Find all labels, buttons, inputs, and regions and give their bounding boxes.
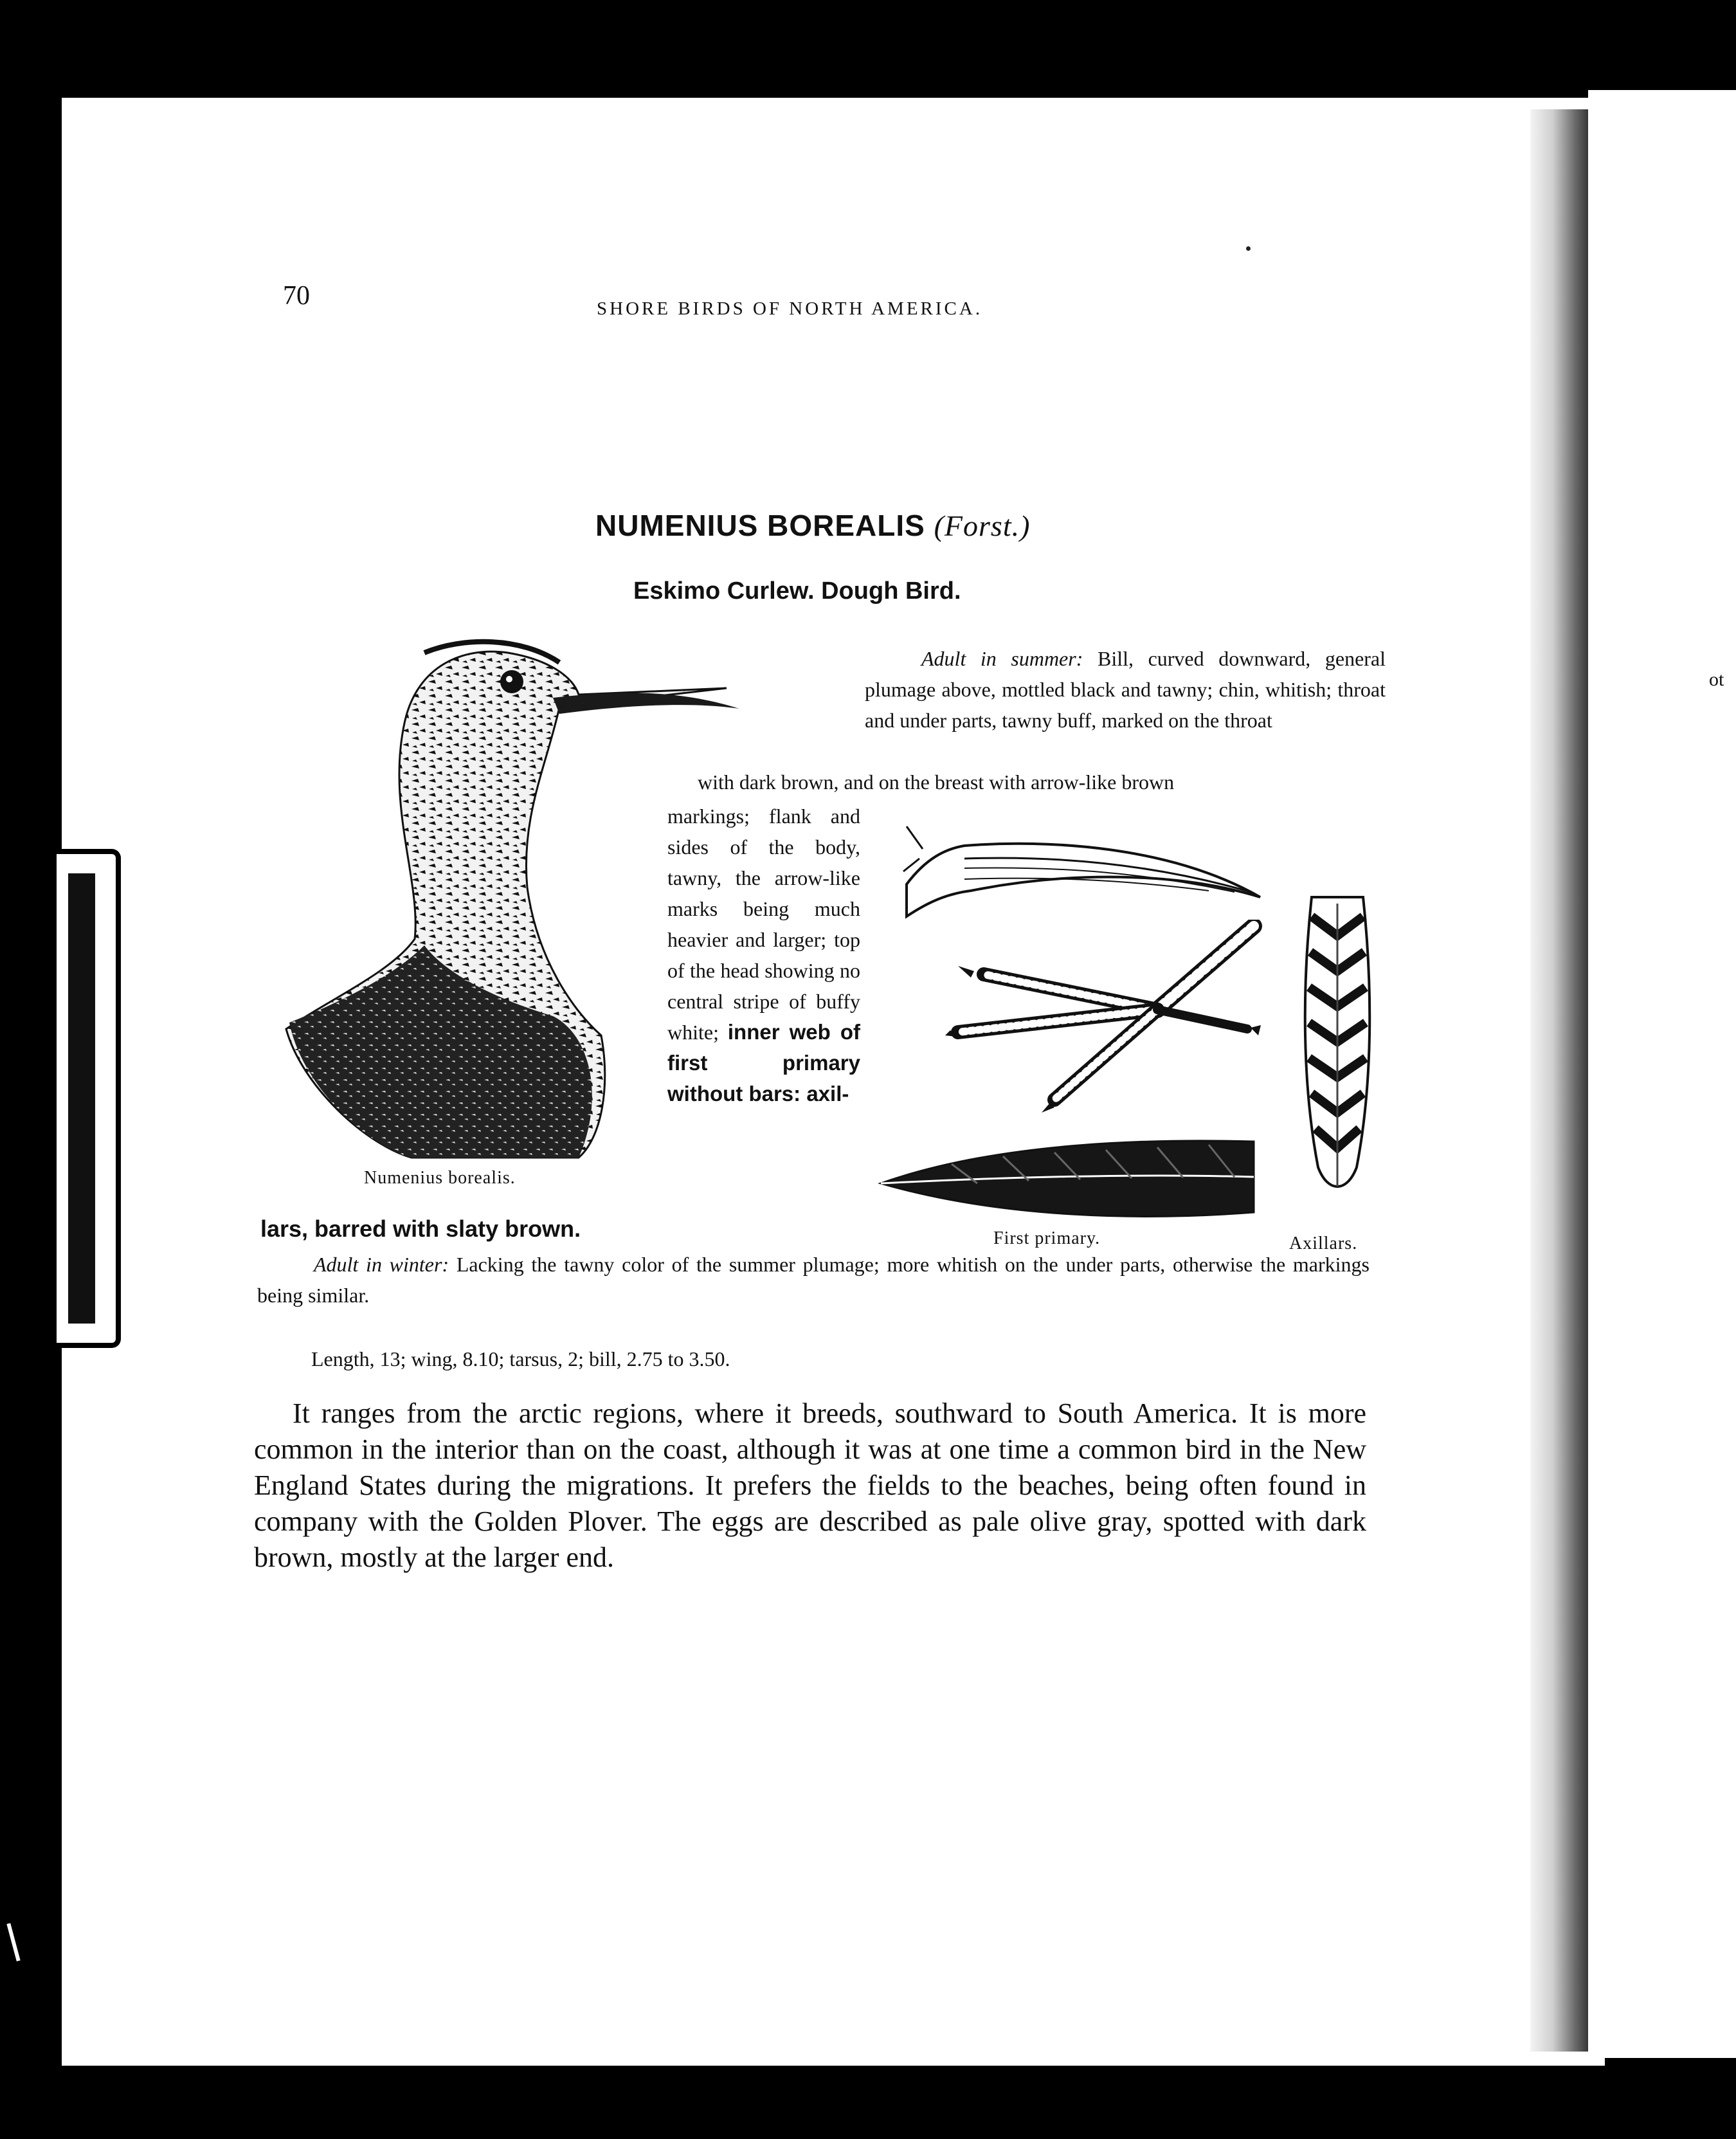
caption-head: Numenius borealis.	[364, 1168, 516, 1188]
edge-mark	[6, 1923, 20, 1962]
summer-description-wide: with dark brown, and on the breast with arrow-like brown	[698, 770, 1175, 794]
book-spine	[1530, 109, 1595, 2052]
primary-feather-illustration	[874, 1138, 1260, 1228]
facing-page	[1588, 90, 1736, 2058]
species-title	[595, 508, 1030, 543]
species-latin: NUMENIUS BOREALIS	[595, 509, 925, 542]
range-paragraph	[254, 1396, 1366, 1576]
summer-description-end: lars, barred with slaty brown.	[260, 1215, 581, 1242]
range-text: It ranges from the arctic regions, where it breeds, southward to South America. It is more common in the interior than on the coast, although it was at one time a common bird in the New England States during the migrations. It prefers the fields to the beaches, being often found in company with the Golden Plover. The eggs are described as pale olive gray, spotted with dark brown, mostly at the larger end.	[254, 1397, 1366, 1573]
summer-column-text: markings; flank and sides of the body, tawny, the arrow-like marks being much heavier and larger; top of the head showing no central stripe of buffy white;	[667, 805, 860, 1044]
winter-label: Adult in winter:	[314, 1253, 449, 1276]
summer-description-top	[865, 643, 1386, 736]
summer-top-text: Bill, curved downward, general plumage above, mottled black and tawny; chin, whitish; throat and under parts, tawny buff, marked on the throat	[865, 647, 1386, 732]
winter-text: Lacking the tawny color of the summer plumage; more whitish on the under parts, otherwise the markings being similar.	[257, 1253, 1370, 1307]
ink-speck	[1246, 246, 1251, 251]
summer-description-column	[667, 801, 860, 1109]
summer-bold-text: inner web of first primary without bars: axil-	[667, 1020, 860, 1106]
species-authority: (Forst.)	[934, 509, 1031, 542]
running-head: SHORE BIRDS OF NORTH AMERICA.	[597, 298, 983, 319]
caption-axillars: Axillars.	[1289, 1233, 1358, 1253]
axillars-illustration	[1299, 891, 1376, 1193]
facing-page-fragment: ot	[1709, 669, 1724, 690]
summer-label: Adult in summer:	[921, 647, 1083, 670]
common-names: Eskimo Curlew. Dough Bird.	[633, 578, 961, 605]
caption-primary: First primary.	[993, 1228, 1101, 1248]
bill-illustration	[900, 820, 1273, 923]
winter-description	[257, 1249, 1370, 1311]
page-number: 70	[283, 281, 310, 311]
page-clip	[57, 849, 121, 1348]
foot-illustration	[945, 920, 1279, 1113]
measurements: Length, 13; wing, 8.10; tarsus, 2; bill, 2.75 to 3.50.	[311, 1347, 730, 1370]
